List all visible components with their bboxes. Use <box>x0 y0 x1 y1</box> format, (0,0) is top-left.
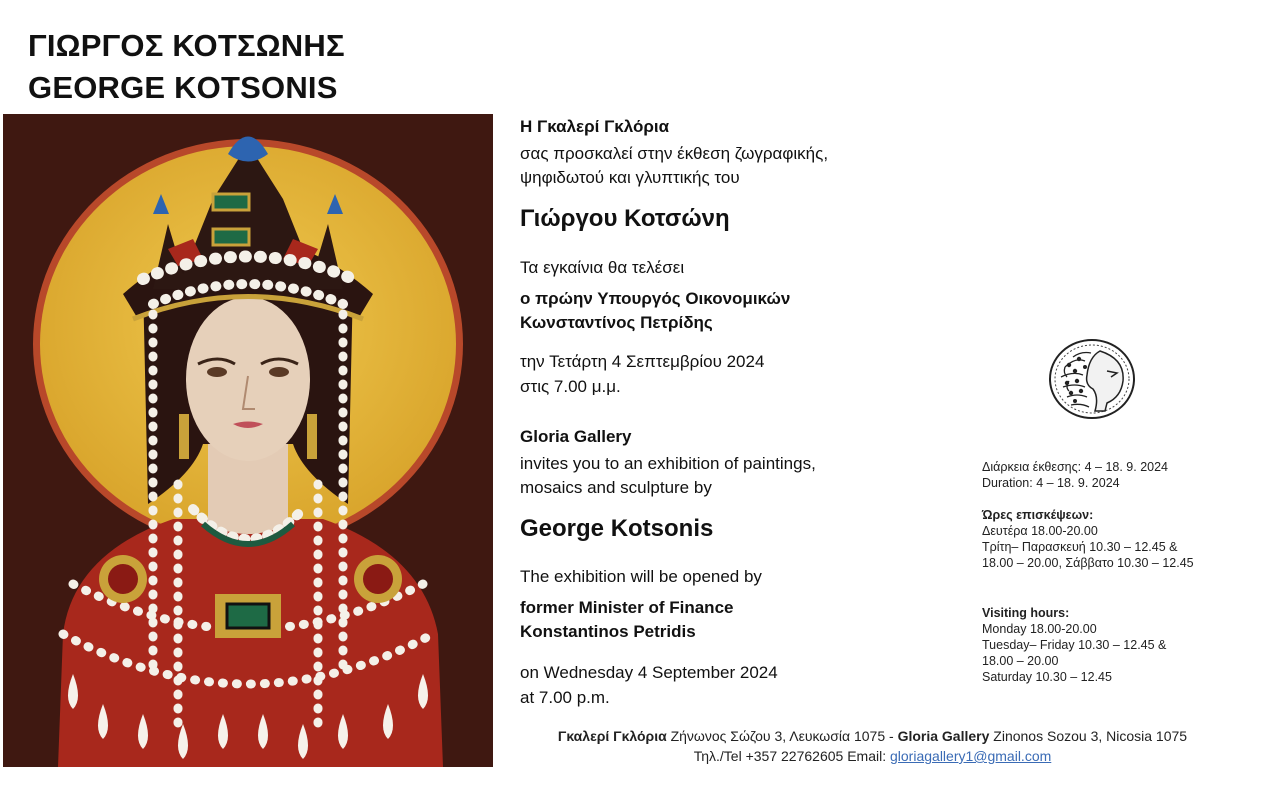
duration-greek: Διάρκεια έκθεσης: 4 – 18. 9. 2024 <box>982 460 1168 474</box>
footer-address-greek: Ζήνωνος Σώζου 3, Λευκωσία 1075 - <box>670 728 894 744</box>
hours-english-line: Tuesday– Friday 10.30 – 12.45 & <box>982 638 1167 652</box>
hours-english-line: Monday 18.00-20.00 <box>982 622 1097 636</box>
hours-greek-line: 18.00 – 20.00, Σάββατο 10.30 – 12.45 <box>982 556 1194 570</box>
greek-artist-name: Γιώργου Κοτσώνη <box>520 205 730 232</box>
duration-english: Duration: 4 – 18. 9. 2024 <box>982 476 1120 490</box>
greek-opener-line2: Κωνσταντίνος Πετρίδης <box>520 313 713 332</box>
footer-tel: +357 22762605 <box>745 748 844 764</box>
footer-address <box>520 728 1225 744</box>
coin-logo-icon <box>1045 337 1140 422</box>
greek-opener-line1: ο πρώην Υπουργός Οικονομικών <box>520 289 791 308</box>
english-invite-line1: invites you to an exhibition of paintings, <box>520 454 816 473</box>
hours-english-line: 18.00 – 20.00 <box>982 654 1059 668</box>
footer-address-english: Zinonos Sozou 3, Nicosia 1075 <box>993 728 1188 744</box>
english-invite-line2: mosaics and sculpture by <box>520 478 712 497</box>
hours-greek-line: Δευτέρα 18.00-20.00 <box>982 524 1098 538</box>
english-opener-line2: Konstantinos Petridis <box>520 622 696 641</box>
title-english: GEORGE KOTSONIS <box>28 70 338 105</box>
greek-gallery-name: Η Γκαλερί Γκλόρια <box>520 117 670 136</box>
english-gallery-name: Gloria Gallery <box>520 427 632 446</box>
english-opening-date: on Wednesday 4 September 2024 <box>520 663 778 682</box>
footer-gallery-english: Gloria Gallery <box>897 728 990 744</box>
hours-greek-line: Τρίτη– Παρασκευή 10.30 – 12.45 & <box>982 540 1178 554</box>
painting-image <box>3 114 493 767</box>
greek-opening-intro: Τα εγκαίνια θα τελέσει <box>520 258 685 277</box>
footer-tel-label: Τηλ./Tel <box>693 748 742 764</box>
greek-invite-line1: σας προσκαλεί στην έκθεση ζωγραφικής, <box>520 144 829 163</box>
greek-invite-line2: ψηφιδωτού και γλυπτικής του <box>520 168 740 187</box>
english-opening-time: at 7.00 p.m. <box>520 688 610 707</box>
greek-opening-date: την Τετάρτη 4 Σεπτεμβρίου 2024 <box>520 352 765 371</box>
title-greek: ΓΙΩΡΓΟΣ ΚΟΤΣΩΝΗΣ <box>28 28 345 63</box>
footer-email-link[interactable]: gloriagallery1@gmail.com <box>890 748 1052 764</box>
footer-contact <box>520 748 1225 764</box>
hours-title-greek: Ώρες επισκέψεων: <box>982 508 1094 522</box>
greek-opening-time: στις 7.00 μ.μ. <box>520 377 621 396</box>
hours-english-line: Saturday 10.30 – 12.45 <box>982 670 1112 684</box>
footer-email-label: Email: <box>847 748 887 764</box>
english-artist-name: George Kotsonis <box>520 515 714 542</box>
footer-gallery-greek: Γκαλερί Γκλόρια <box>557 728 667 744</box>
english-opening-intro: The exhibition will be opened by <box>520 567 762 586</box>
english-opener-line1: former Minister of Finance <box>520 598 734 617</box>
hours-title-english: Visiting hours: <box>982 606 1070 620</box>
